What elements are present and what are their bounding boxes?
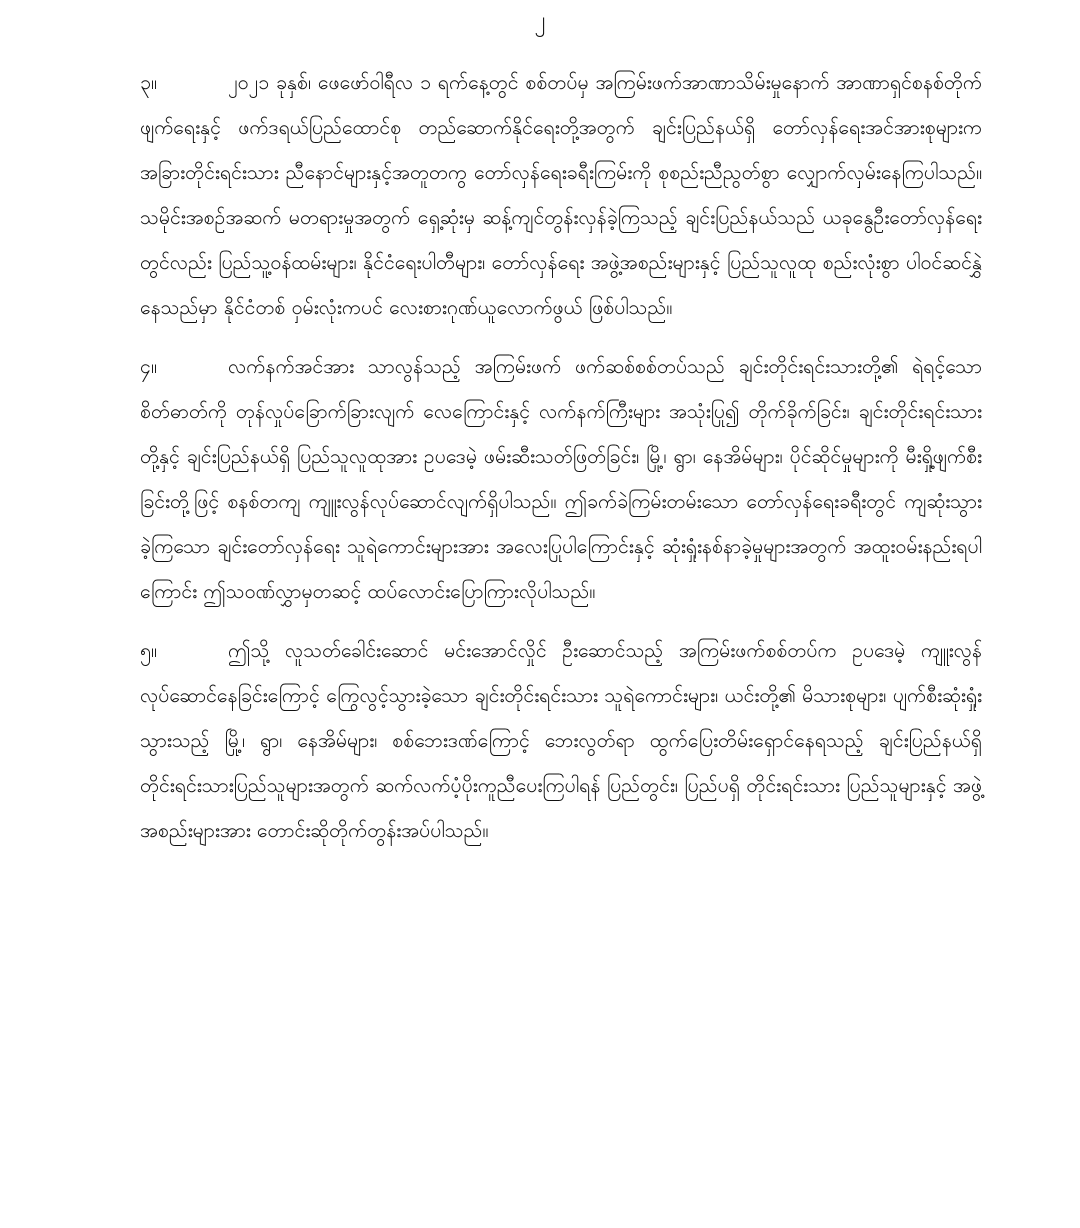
paragraph-4 bbox=[140, 344, 982, 614]
paragraph-5 bbox=[140, 628, 982, 853]
paragraph-text: ဤသို့ လူသတ်ခေါင်းဆောင် မင်းအောင်လှိုင် ဦးဆောင်သည့် အကြမ်းဖက်စစ်တပ်က ဥပဒေမဲ့ ကျူးလွန်လုပ်ဆောင်နေခြင်းကြောင့် ကြွေလွင့်သွားခဲ့သော ချင်းတိုင်းရင်းသား သူရဲကောင်းများ၊ ယင်းတို့၏ မိသားစုများ၊ ပျက်စီးဆုံးရှုံးသွားသည့် မြို့၊ ရွာ၊ နေအိမ်များ၊ စစ်ဘေးဒဏ်ကြောင့် ဘေးလွတ်ရာ ထွက်ပြေးတိမ်းရှောင်နေရသည့် ချင်းပြည်နယ်ရှိ တိုင်းရင်းသားပြည်သူများအတွက် ဆက်လက်ပံ့ပိုးကူညီပေးကြပါရန် ပြည်တွင်း၊ ပြည်ပရှိ တိုင်းရင်းသား ပြည်သူများနှင့် အဖွဲ့အစည်းများအား တောင်းဆိုတိုက်တွန်းအပ်ပါသည်။ bbox=[140, 639, 982, 842]
paragraph-text: ၂၀၂၁ ခုနှစ်၊ ဖေဖော်ဝါရီလ ၁ ရက်နေ့တွင် စစ်တပ်မှ အကြမ်းဖက်အာဏာသိမ်းမှုနောက် အာဏာရှင်စနစ်တိုက်ဖျက်ရေးနှင့် ဖက်ဒရယ်ပြည်ထောင်စု တည်ဆောက်နိုင်ရေးတို့အတွက် ချင်းပြည်နယ်ရှိ တော်လှန်ရေးအင်အားစုများက အခြားတိုင်းရင်းသား ညီနောင်များနှင့်အတူတကွ တော်လှန်ရေးခရီးကြမ်းကို စုစည်းညီညွတ်စွာ လျှောက်လှမ်းနေကြပါသည်။ သမိုင်းအစဉ်အဆက် မတရားမှုအတွက် ရှေ့ဆုံးမှ ဆန့်ကျင်တွန်းလှန်ခဲ့ကြသည့် ချင်းပြည်နယ်သည် ယခုနွေဦးတော်လှန်ရေးတွင်လည်း ပြည်သူ့ဝန်ထမ်းများ၊ နိုင်ငံရေးပါတီများ၊ တော်လှန်ရေး အဖွဲ့အစည်းများနှင့် ပြည်သူလူထု စည်းလုံးစွာ ပါဝင်ဆင်နွှဲနေသည်မှာ နိုင်ငံတစ် ဝှမ်းလုံးကပင် လေးစားဂုဏ်ယူလောက်ဖွယ် ဖြစ်ပါသည်။ bbox=[140, 71, 982, 319]
paragraph-3 bbox=[140, 60, 982, 330]
paragraph-text: လက်နက်အင်အား သာလွန်သည့် အကြမ်းဖက် ဖက်ဆစ်စစ်တပ်သည် ချင်းတိုင်းရင်းသားတို့၏ ရဲရင့်သော စိတ်ဓာတ်ကို တုန်လှုပ်ခြောက်ခြားလျက် လေကြောင်းနှင့် လက်နက်ကြီးများ အသုံးပြု၍ တိုက်ခိုက်ခြင်း၊ ချင်းတိုင်းရင်းသားတို့နှင့် ချင်းပြည်နယ်ရှိ ပြည်သူလူထုအား ဥပဒေမဲ့ ဖမ်းဆီးသတ်ဖြတ်ခြင်း၊ မြို့၊ ရွာ၊ နေအိမ်များ၊ ပိုင်ဆိုင်မှုများကို မီးရှို့ဖျက်စီးခြင်းတို့ဖြင့် စနစ်တကျ ကျူးလွန်လုပ်ဆောင်လျက်ရှိပါသည်။ ဤခက်ခဲကြမ်းတမ်းသော တော်လှန်ရေးခရီးတွင် ကျဆုံးသွားခဲ့ကြသော ချင်းတော်လှန်ရေး သူရဲကောင်းများအား အလေးပြုပါကြောင်းနှင့် ဆုံးရှုံးနစ်နာခဲ့မှုများအတွက် အထူးဝမ်းနည်းရပါကြောင်း ဤသဝဏ်လွှာမှတဆင့် ထပ်လောင်းပြောကြားလိုပါသည်။ bbox=[140, 355, 982, 603]
paragraph-number: ၅။ bbox=[140, 639, 157, 662]
paragraph-number: ၃။ bbox=[140, 71, 157, 94]
document-body bbox=[140, 60, 982, 867]
paragraph-number: ၄။ bbox=[140, 355, 157, 378]
page-number: ၂ bbox=[534, 8, 546, 33]
